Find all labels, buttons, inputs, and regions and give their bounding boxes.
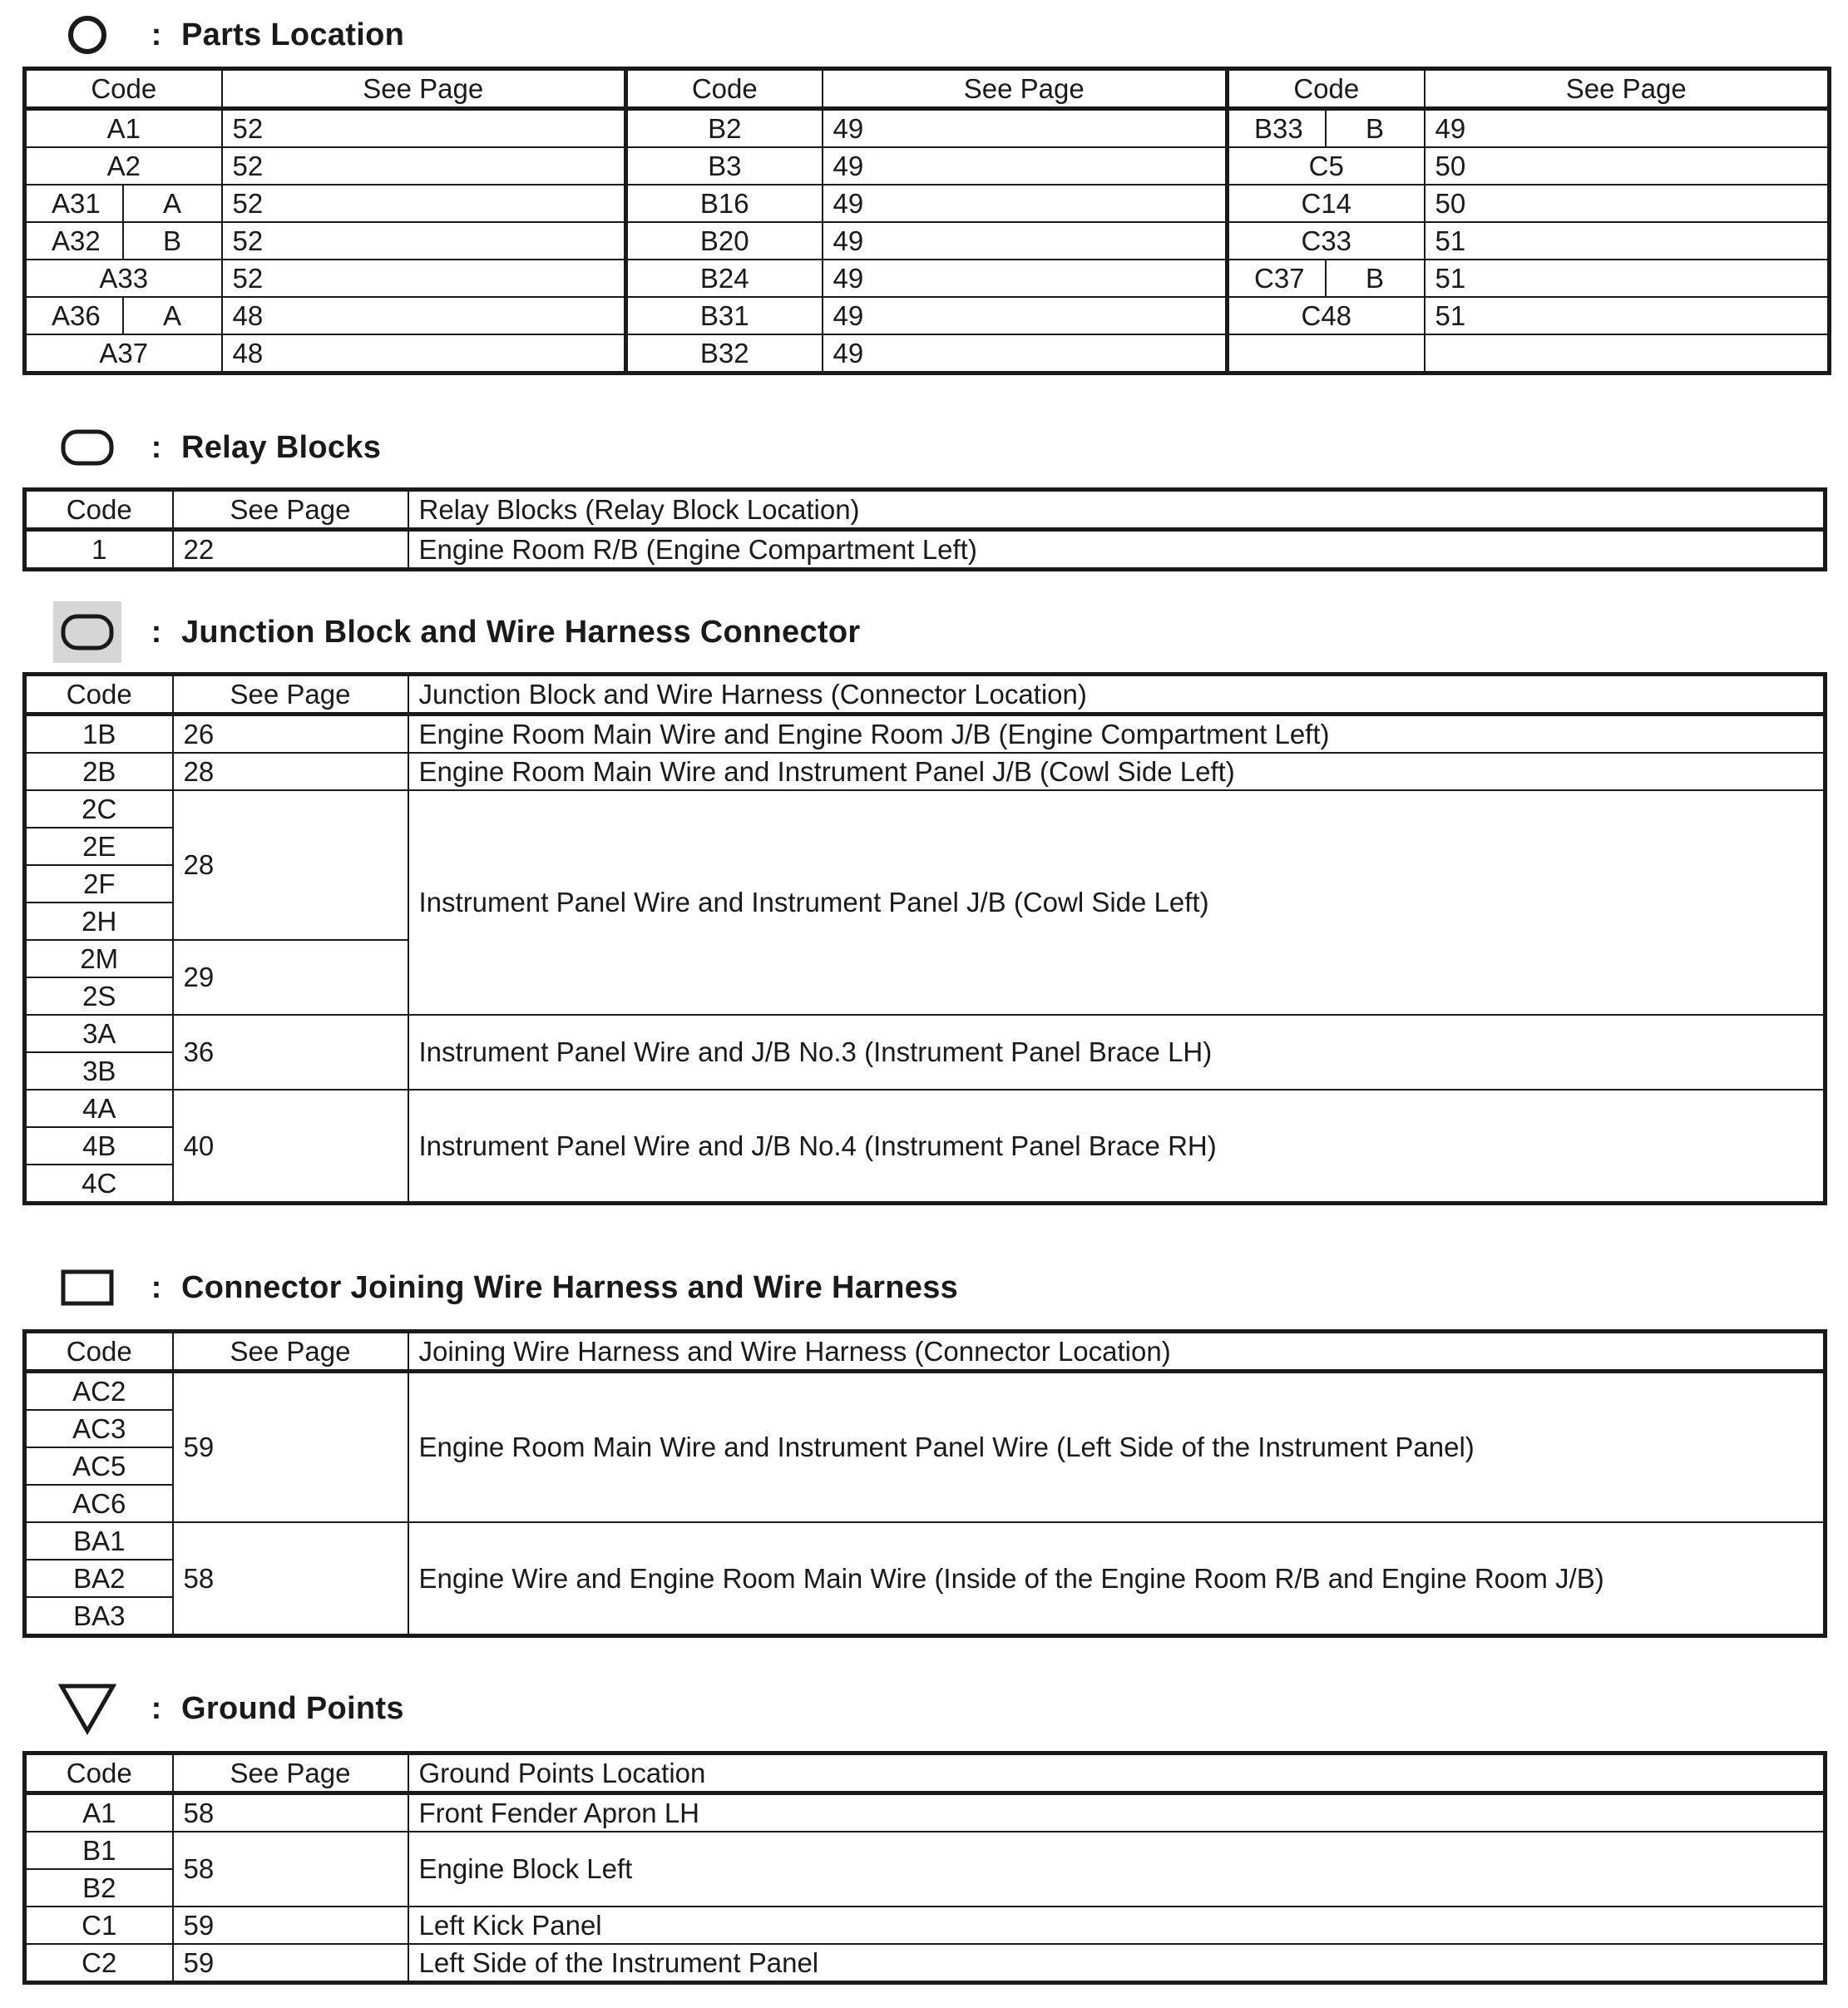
code-cell: C33 [1228,222,1425,260]
page-cell: 59 [173,1907,408,1944]
table-row [25,530,1826,570]
location-cell: Front Fender Apron LH [408,1793,1826,1832]
page-cell: 28 [173,753,408,790]
sub-code-cell: B [123,222,222,260]
table-row [25,334,1830,373]
code-cell: A33 [25,260,222,297]
junction-block-table [22,672,1827,1205]
header-code: Code [25,675,173,715]
parts-location-heading [50,2,404,68]
location-cell: Engine Block Left [408,1832,1826,1907]
code-cell: 3A [25,1015,173,1052]
table-row [25,1907,1826,1944]
page-cell: 52 [222,109,626,148]
colon: : [151,614,162,650]
page-cell: 49 [823,297,1228,334]
code-cell: 1B [25,715,173,754]
location-cell: Instrument Panel Wire and J/B No.3 (Instrument Panel Brace LH) [408,1015,1826,1090]
sub-code-cell: A [123,185,222,222]
table-row [25,297,1830,334]
location-cell: Engine Wire and Engine Room Main Wire (Inside of the Engine Room R/B and Engine Room J/B) [408,1522,1826,1636]
code-cell: 2S [25,977,173,1015]
code-cell: 4A [25,1090,173,1127]
page-cell: 49 [823,147,1228,185]
relay-blocks-table [22,487,1827,571]
table-row [25,260,1830,297]
page-cell: 40 [173,1090,408,1204]
table-row [25,715,1826,754]
page-cell: 49 [1425,109,1830,148]
page-cell: 52 [222,185,626,222]
page-cell: 49 [823,109,1228,148]
location-cell: Instrument Panel Wire and Instrument Panel J/B (Cowl Side Left) [408,790,1826,1015]
page-cell: 50 [1425,185,1830,222]
table-row [25,1090,1826,1127]
section-title: Junction Block and Wire Harness Connector [181,614,861,650]
colon: : [151,1269,162,1305]
code-cell: 2F [25,865,173,903]
header-code: Code [25,1332,173,1372]
relay-blocks-heading [50,414,381,481]
page-cell: 49 [823,334,1228,373]
header-location: Junction Block and Wire Harness (Connector Location) [408,675,1826,715]
page-cell: 28 [173,790,408,940]
shaded-rounded-rect-icon [50,599,125,665]
table-row [25,753,1826,790]
page-cell: 49 [823,185,1228,222]
section-title: Ground Points [181,1690,404,1726]
code-cell: C37 [1228,260,1326,297]
ground-points-heading [50,1675,404,1742]
table-row [25,147,1830,185]
page-cell: 50 [1425,147,1830,185]
page-cell: 58 [173,1793,408,1832]
code-cell: C48 [1228,297,1425,334]
table-header-row [25,490,1826,530]
sub-code-cell: A [123,297,222,334]
code-cell: A31 [25,185,123,222]
table-row [25,1793,1826,1832]
location-cell: Left Side of the Instrument Panel [408,1944,1826,1983]
code-cell: A1 [25,1793,173,1832]
empty-cell [1425,334,1830,373]
code-cell: B20 [626,222,823,260]
table-row [25,1015,1826,1052]
page-cell: 22 [173,530,408,570]
code-cell: B24 [626,260,823,297]
table-header-row [25,675,1826,715]
code-cell: AC5 [25,1447,173,1485]
code-cell: 2H [25,903,173,940]
code-cell: A37 [25,334,222,373]
code-cell: B32 [626,334,823,373]
sub-code-cell: B [1326,260,1425,297]
code-cell: AC3 [25,1410,173,1447]
section-title: Connector Joining Wire Harness and Wire Harness [181,1269,959,1305]
rounded-rect-icon [50,414,125,481]
page-cell: 59 [173,1944,408,1983]
page-cell: 52 [222,147,626,185]
table-header-row [25,1332,1826,1372]
code-cell: C2 [25,1944,173,1983]
code-cell: 2E [25,828,173,865]
table-header-row [25,69,1830,109]
table-row [25,109,1830,148]
page-cell: 52 [222,260,626,297]
header-code: Code [1228,69,1425,109]
joining-connector-heading [50,1254,958,1321]
header-code: Code [25,1753,173,1793]
sub-code-cell: B [1326,109,1425,148]
page-cell: 26 [173,715,408,754]
code-cell: C14 [1228,185,1425,222]
table-row [25,1832,1826,1869]
colon: : [151,17,162,52]
location-cell: Left Kick Panel [408,1907,1826,1944]
code-cell: BA2 [25,1560,173,1597]
code-cell: AC6 [25,1485,173,1522]
location-cell: Engine Room Main Wire and Engine Room J/B (Engine Compartment Left) [408,715,1826,754]
page-cell: 36 [173,1015,408,1090]
code-cell: A36 [25,297,123,334]
code-cell: 4B [25,1127,173,1165]
joining-connector-table [22,1329,1827,1638]
code-cell: 3B [25,1052,173,1090]
header-code: Code [25,69,222,109]
code-cell: B16 [626,185,823,222]
page-cell: 51 [1425,297,1830,334]
parts-location-table [22,67,1831,375]
page-cell: 49 [823,260,1228,297]
table-header-row [25,1753,1826,1793]
code-cell: 1 [25,530,173,570]
code-cell: B1 [25,1832,173,1869]
code-cell: 4C [25,1165,173,1204]
table-row [25,185,1830,222]
page-cell: 48 [222,297,626,334]
table-row [25,222,1830,260]
page-cell: 59 [173,1372,408,1523]
location-cell: Engine Room Main Wire and Instrument Panel J/B (Cowl Side Left) [408,753,1826,790]
page-cell: 51 [1425,222,1830,260]
rectangle-icon [50,1254,125,1321]
code-cell: 2M [25,940,173,977]
junction-block-heading [50,599,860,665]
table-row [25,1522,1826,1560]
page-cell: 48 [222,334,626,373]
code-cell: A32 [25,222,123,260]
code-cell: B33 [1228,109,1326,148]
code-cell: 2B [25,753,173,790]
header-see-page: See Page [173,1332,408,1372]
header-see-page: See Page [1425,69,1830,109]
header-code: Code [25,490,173,530]
empty-cell [1228,334,1425,373]
location-cell: Engine Room Main Wire and Instrument Panel Wire (Left Side of the Instrument Panel) [408,1372,1826,1523]
table-row [25,1944,1826,1983]
header-see-page: See Page [173,1753,408,1793]
header-see-page: See Page [173,490,408,530]
code-cell: C5 [1228,147,1425,185]
code-cell: A1 [25,109,222,148]
table-row [25,790,1826,828]
page-cell: 29 [173,940,408,1015]
code-cell: B31 [626,297,823,334]
page-cell: 52 [222,222,626,260]
code-cell: BA1 [25,1522,173,1560]
page-cell: 58 [173,1522,408,1636]
code-cell: B2 [25,1869,173,1907]
header-location: Joining Wire Harness and Wire Harness (Connector Location) [408,1332,1826,1372]
page-cell: 49 [823,222,1228,260]
header-location: Ground Points Location [408,1753,1826,1793]
header-see-page: See Page [222,69,626,109]
header-see-page: See Page [823,69,1228,109]
header-location: Relay Blocks (Relay Block Location) [408,490,1826,530]
down-triangle-icon [50,1675,125,1742]
code-cell: BA3 [25,1597,173,1636]
code-cell: 2C [25,790,173,828]
page-cell: 58 [173,1832,408,1907]
section-title: Parts Location [181,17,405,52]
location-cell: Instrument Panel Wire and J/B No.4 (Instrument Panel Brace RH) [408,1090,1826,1204]
circle-icon [50,2,125,68]
colon: : [151,429,162,465]
table-row [25,1372,1826,1411]
location-cell: Engine Room R/B (Engine Compartment Left) [408,530,1826,570]
ground-points-table [22,1751,1827,1985]
colon: : [151,1690,162,1726]
code-cell: C1 [25,1907,173,1944]
code-cell: B2 [626,109,823,148]
section-title: Relay Blocks [181,429,382,465]
code-cell: B3 [626,147,823,185]
header-see-page: See Page [173,675,408,715]
header-code: Code [626,69,823,109]
page-cell: 51 [1425,260,1830,297]
code-cell: A2 [25,147,222,185]
code-cell: AC2 [25,1372,173,1411]
